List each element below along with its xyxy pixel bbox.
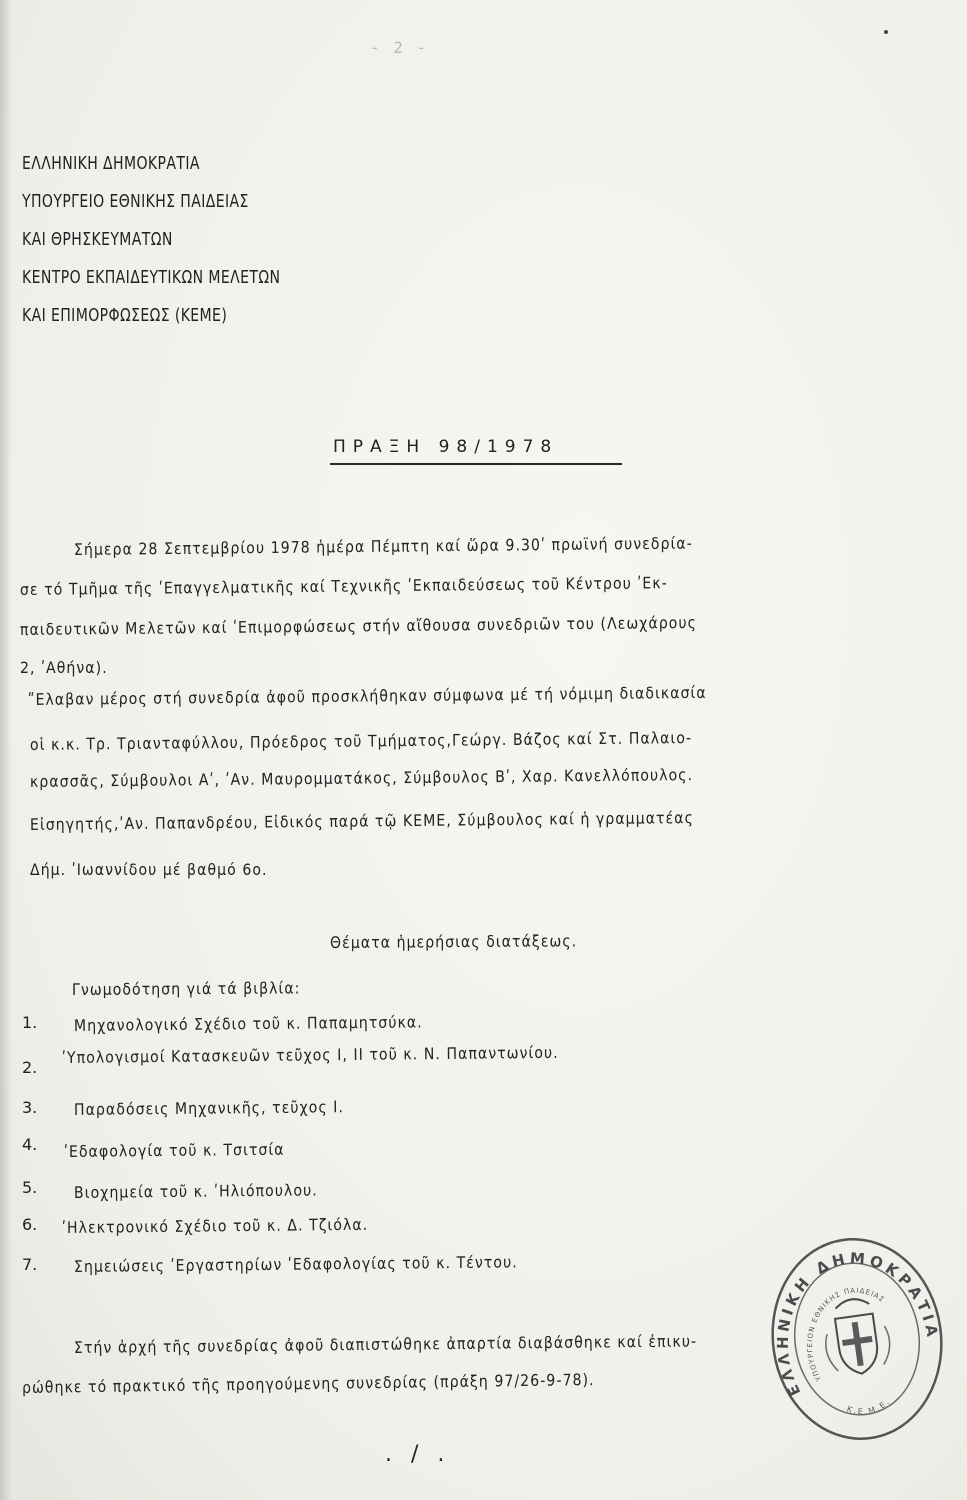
- agenda-intro: Γνωμοδότηση γιά τά βιβλία:: [71, 978, 301, 999]
- letterhead-line: ΚΕΝΤΡΟ ΕΚΠΑΙΔΕΥΤΙΚΩΝ ΜΕΛΕΤΩΝ: [22, 267, 281, 288]
- agenda-item-number: 3.: [22, 1098, 38, 1117]
- svg-text:ΕΛΛΗΝΙΚΗ ΔΗΜΟΚΡΑΤΙΑ: [768, 1238, 946, 1400]
- agenda-item-text: Παραδόσεις Μηχανικῆς, τεῦχος Ι.: [73, 1097, 345, 1119]
- svg-text:ΥΠΟΥΡΓΕΙΟΝ ΕΘΝΙΚΗΣ ΠΑΙΔΕΙΑΣ: [798, 1282, 896, 1384]
- seal-bottom-text: Κ.Ε.Μ.Ε.: [845, 1396, 893, 1417]
- intro-line: σε τό Τμῆμα τῆς ʹΕπαγγελματικῆς καί Τεχνικῆς ʹΕκπαιδεύσεως τοῦ Κέντρου ʹΕκ-: [19, 573, 668, 599]
- attendance-line: Δήμ. ʹΙωαννίδου μέ βαθμό 6ο.: [30, 860, 268, 879]
- intro-line: Σήμερα 28 Σεπτεμβρίου 1978 ἡμέρα Πέμπτη καί ὥρα 9.30ʹ πρωϊνή συνεδρία-: [73, 533, 693, 559]
- attendance-line: οἱ κ.κ. Τρ. Τριανταφύλλου, Πρόεδρος τοῦ Τμήματος,Γεώργ. Βάζος καί Στ. Παλαιο-: [29, 728, 693, 754]
- letterhead-line: ΥΠΟΥΡΓΕΙΟ ΕΘΝΙΚΗΣ ΠΑΙΔΕΙΑΣ: [22, 191, 249, 212]
- crest-icon: [820, 1295, 894, 1378]
- letterhead-line: ΕΛΛΗΝΙΚΗ ΔΗΜΟΚΡΑΤΙΑ: [22, 153, 200, 174]
- letterhead-line: ΚΑΙ ΕΠΙΜΟΡΦΩΣΕΩΣ (ΚΕΜΕ): [22, 305, 228, 326]
- official-seal: [768, 1234, 946, 1444]
- scan-speck: [884, 30, 888, 34]
- agenda-item-number: 6.: [22, 1215, 38, 1234]
- agenda-item-text: Μηχανολογικό Σχέδιο τοῦ κ. Παπαμητσύκα.: [73, 1012, 423, 1035]
- agenda-item-text: ʹΕδαφολογία τοῦ κ. Τσιτσία: [63, 1139, 285, 1161]
- agenda-item-number: 2.: [22, 1058, 38, 1077]
- agenda-item-text: Σημειώσεις ʹΕργαστηρίων ʹΕδαφολογίας τοῦ κ. Τέντου.: [73, 1252, 518, 1276]
- agenda-item-number: 4.: [22, 1135, 38, 1154]
- agenda-item-text: ʹΥπολογισμοί Κατασκευῶν τεῦχος Ι, ΙΙ τοῦ κ. Ν. Παπαντωνίου.: [61, 1042, 559, 1067]
- document-title: ΠΡΑΞΗ 98/1978: [333, 437, 559, 457]
- attendance-line: Εἰσηγητής,ʹΑν. Παπανδρέου, Εἰδικός παρά τῷ ΚΕΜΕ, Σύμβουλος καί ἡ γραμματέας: [29, 808, 694, 834]
- agenda-item-number: 5.: [22, 1178, 38, 1197]
- intro-line: παιδευτικῶν Μελετῶν καί ʹΕπιμορφώσεως στήν αἴθουσα συνεδριῶν του (Λεωχάρους: [19, 612, 698, 639]
- title-underline: [330, 463, 622, 465]
- agenda-item-text: Βιοχημεία τοῦ κ. ʹΗλιόπουλου.: [73, 1180, 318, 1202]
- attendance-line: ʺΕλαβαν μέρος στή συνεδρία ἀφοῦ προσκλήθηκαν σύμφωνα μέ τή νόμιμη διαδικασία: [27, 682, 707, 709]
- letterhead-line: ΚΑΙ ΘΡΗΣΚΕΥΜΑΤΩΝ: [22, 229, 173, 250]
- attendance-line: κρασσᾶς, Σύμβουλοι Αʹ, ʹΑν. Μαυρομματάκος, Σύμβουλος Βʹ, Χαρ. Κανελλόπουλος.: [29, 765, 694, 791]
- letterhead: [22, 150, 280, 340]
- agenda-item-number: 1.: [22, 1013, 38, 1032]
- agenda-heading: Θέματα ἡμερήσιας διατάξεως.: [329, 931, 578, 952]
- seal-outer-text: ΕΛΛΗΝΙΚΗ ΔΗΜΟΚΡΑΤΙΑ: [773, 1249, 942, 1399]
- continuation-mark: . / .: [385, 1442, 451, 1467]
- seal-inner-text: ΥΠΟΥΡΓΕΙΟΝ ΕΘΝΙΚΗΣ ΠΑΙΔΕΙΑΣ: [806, 1286, 887, 1383]
- svg-text:Κ.Ε.Μ.Ε.: [844, 1396, 893, 1419]
- page-number: - 2 -: [370, 38, 429, 57]
- agenda-item-number: 7.: [22, 1255, 38, 1274]
- agenda-item-text: ʹΗλεκτρονικό Σχέδιο τοῦ κ. Δ. Τζιόλα.: [61, 1214, 369, 1237]
- scan-edge-shadow: [0, 0, 12, 1500]
- intro-line: 2, ʹΑθήνα).: [20, 658, 108, 677]
- closing-line: Στήν ἀρχή τῆς συνεδρίας ἀφοῦ διαπιστώθηκε ἀπαρτία διαβάσθηκε καί ἐπικυ-: [73, 1331, 698, 1357]
- closing-line: ρώθηκε τό πρακτικό τῆς προηγούμενης συνεδρίας (πράξη 97/26-9-78).: [21, 1370, 595, 1397]
